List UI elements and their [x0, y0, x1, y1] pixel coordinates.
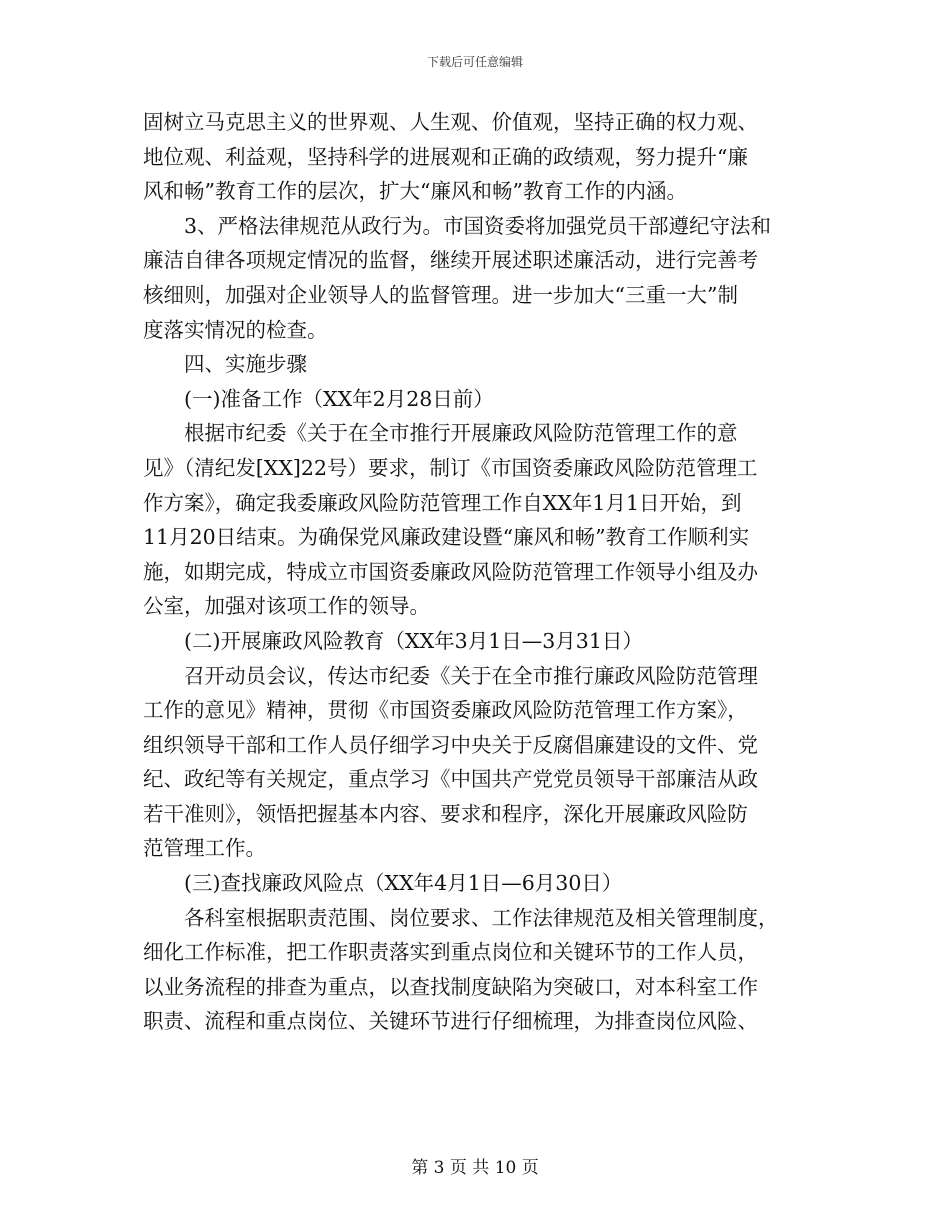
- text-line: 见》（清纪发[XX]22号）要求，制订《市国资委廉政风险防范管理工: [143, 455, 758, 480]
- text-line: 根据市纪委《关于在全市推行开展廉政风险防范管理工作的意: [184, 421, 738, 446]
- text-line: 核细则，加强对企业领导人的监督管理。进一步加大“三重一大”制: [143, 282, 738, 307]
- text-line: 各科室根据职责范围、岗位要求、工作法律规范及相关管理制度，: [184, 905, 779, 930]
- text-line: 风和畅”教育工作的层次，扩大“廉风和畅”教育工作的内涵。: [143, 179, 687, 204]
- section-heading: 四、实施步骤: [184, 352, 307, 377]
- text-line: 职责、流程和重点岗位、关键环节进行仔细梳理，为排查岗位风险、: [143, 1009, 758, 1034]
- document-body: [143, 105, 823, 1039]
- text-line: 若干准则》，领悟把握基本内容、要求和程序，深化开展廉政风险防: [143, 801, 748, 826]
- text-line: 11月20日结束。为确保党风廉政建设暨“廉风和畅”教育工作顺利实: [143, 525, 750, 550]
- text-line: 组织领导干部和工作人员仔细学习中央关于反腐倡廉建设的文件、党: [143, 732, 758, 757]
- text-line: 公室，加强对该项工作的领导。: [143, 594, 430, 619]
- page-number-footer: 第 3 页 共 10 页: [411, 1158, 539, 1178]
- text-line: 召开动员会议，传达市纪委《关于在全市推行廉政风险防范管理: [184, 663, 758, 688]
- text-line: 范管理工作。: [143, 836, 266, 861]
- page-header-note: 下载后可任意编辑: [426, 55, 523, 69]
- subsection-heading: (二)开展廉政风险教育（XX年3月1日—3月31日）: [184, 628, 643, 653]
- text-line: 地位观、利益观，坚持科学的进展观和正确的政绩观，努力提升“廉: [143, 144, 748, 169]
- text-line: 作方案》，确定我委廉政风险防范管理工作自XX年1月1日开始，到: [143, 490, 742, 515]
- subsection-heading: (一)准备工作（XX年2月28日前）: [184, 386, 494, 411]
- text-line: 细化工作标准，把工作职责落实到重点岗位和关键环节的工作人员，: [143, 940, 758, 965]
- text-line: 固树立马克思主义的世界观、人生观、价值观，坚持正确的权力观、: [143, 110, 758, 134]
- subsection-heading: (三)查找廉政风险点（XX年4月1日—6月30日）: [184, 871, 623, 896]
- text-line: 廉洁自律各项规定情况的监督，继续开展述职述廉活动，进行完善考: [143, 248, 758, 273]
- text-line: 度落实情况的检查。: [143, 317, 328, 342]
- text-line: 施，如期完成，特成立市国资委廉政风险防范管理工作领导小组及办: [143, 559, 758, 584]
- text-line: 工作的意见》精神，贯彻《市国资委廉政风险防范管理工作方案》，: [143, 698, 748, 723]
- text-line: 以业务流程的排查为重点，以查找制度缺陷为突破口，对本科室工作: [143, 974, 758, 999]
- text-line: 纪、政纪等有关规定，重点学习《中国共产党党员领导干部廉洁从政: [143, 767, 758, 792]
- text-line: 3、严格法律规范从政行为。市国资委将加强党员干部遵纪守法和: [184, 213, 772, 238]
